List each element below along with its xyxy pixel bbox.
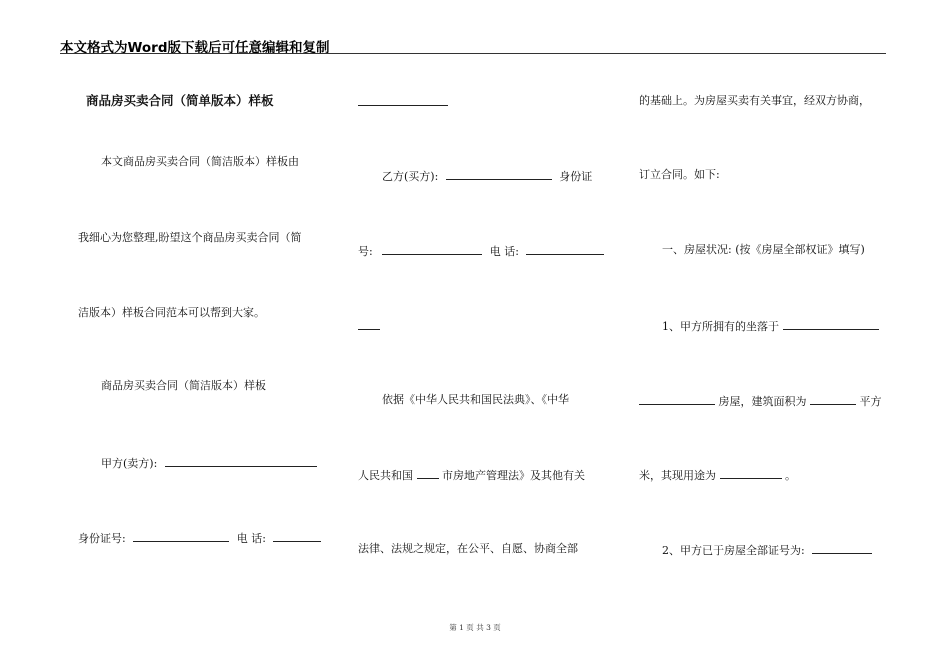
- section-house-status: 一、房屋状况: (按《房屋全部权证》填写): [662, 243, 865, 256]
- party-a-blank[interactable]: [165, 455, 317, 467]
- id-number-blank[interactable]: [133, 530, 229, 542]
- col3-line-2: 订立合同。如下:: [639, 168, 720, 181]
- basis-line-1: 依据《中华人民共和国民法典》、《中华: [382, 393, 569, 406]
- item-1-location-line: [662, 318, 879, 334]
- party-b-blank[interactable]: [446, 168, 552, 180]
- basis-line-3: 法律、法规之规定，在公平、自愿、协商全部: [358, 542, 578, 555]
- basis-text-a: 人民共和国: [358, 469, 413, 482]
- b-id-blank[interactable]: [382, 243, 482, 255]
- area-blank[interactable]: [810, 393, 856, 405]
- location-blank[interactable]: [783, 318, 879, 330]
- id-number-label: 身份证号:: [78, 532, 126, 545]
- item-1-area-line: [639, 393, 882, 409]
- header-divider: [60, 53, 886, 54]
- continuation-blank[interactable]: [358, 94, 448, 106]
- intro-line-3: 洁版本）样板合同范本可以帮到大家。: [78, 306, 265, 319]
- basis-text-b: 市房地产管理法》及其他有关: [442, 469, 585, 482]
- col3-line-1: 的基础上。为房屋买卖有关事宜，经双方协商，: [639, 94, 870, 107]
- item-2-label: 2、甲方已于房屋全部证号为:: [662, 544, 805, 557]
- party-b-line: [382, 168, 592, 184]
- usage-end: 。: [785, 469, 796, 482]
- party-a-line: [101, 455, 317, 471]
- b-phone-continuation: [358, 318, 380, 334]
- page-number: 第 1 页 共 3 页: [449, 623, 501, 632]
- b-phone-label: 电 话:: [489, 245, 519, 258]
- party-a-label: 甲方(卖方):: [101, 457, 158, 470]
- item-1-usage-line: [639, 467, 796, 483]
- certificate-blank[interactable]: [812, 542, 872, 554]
- intro-line-1: 本文商品房买卖合同（简洁版本）样板由: [101, 155, 299, 168]
- item-2-line: [662, 542, 872, 558]
- document-title: 商品房买卖合同（简单版本）样板: [86, 93, 274, 108]
- house-blank[interactable]: [639, 393, 715, 405]
- document-header: 本文格式为Word版下载后可任意编辑和复制: [60, 40, 330, 56]
- b-id-label: 号:: [358, 245, 373, 258]
- city-blank[interactable]: [417, 467, 439, 479]
- id-number-line: [78, 530, 321, 546]
- b-phone-blank[interactable]: [526, 243, 604, 255]
- b-phone-blank-2[interactable]: [358, 318, 380, 330]
- area-unit: 平方: [859, 395, 882, 408]
- area-label: 房屋，建筑面积为: [718, 395, 807, 408]
- b-id-line: [358, 243, 604, 259]
- phone-blank[interactable]: [273, 530, 321, 542]
- basis-line-2: [358, 467, 585, 483]
- intro-line-2: 我细心为您整理,盼望这个商品房买卖合同（简: [78, 231, 302, 244]
- party-b-label: 乙方(买方):: [382, 170, 439, 183]
- col2-top-line: [358, 94, 448, 110]
- id-suffix: 身份证: [559, 170, 593, 183]
- usage-label: 米，其现用途为: [639, 469, 716, 482]
- contract-subtitle: 商品房买卖合同（简洁版本）样板: [101, 379, 266, 392]
- usage-blank[interactable]: [720, 467, 782, 479]
- phone-label: 电 话:: [236, 532, 266, 545]
- item-1-label: 1、甲方所拥有的坐落于: [662, 320, 779, 333]
